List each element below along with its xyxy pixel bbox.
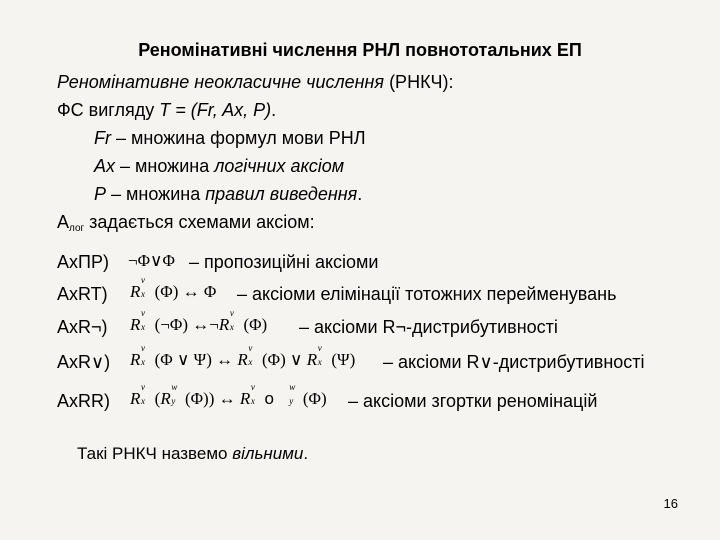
footer-italic: вільними bbox=[232, 444, 304, 463]
calculus-abbrev: (РНКЧ): bbox=[384, 72, 454, 92]
axiom-formula: R v x (¬Φ) ↔¬R v x (Φ) bbox=[130, 308, 268, 334]
page-number: 16 bbox=[663, 496, 678, 511]
footer-end: . bbox=[303, 444, 309, 463]
axiom-formula: R v x (R w y (Φ)) ↔ R v x o w y (Φ) bbox=[130, 382, 327, 408]
fr-text: – множина формул мови РНЛ bbox=[111, 128, 366, 148]
renomination-symbol: R v x bbox=[130, 343, 145, 369]
p-symbol: P bbox=[94, 184, 107, 204]
axiom-description: – пропозиційні аксіоми bbox=[189, 252, 379, 272]
axiom-label: AxR∨) bbox=[57, 352, 111, 372]
axiom-description: – аксіоми R¬-дистрибутивності bbox=[299, 317, 558, 337]
axiom-label: AxПР) bbox=[57, 252, 109, 272]
renomination-symbol: R v x bbox=[130, 308, 145, 334]
footer-text: Такі РНКЧ назвемо bbox=[77, 444, 233, 463]
ax-definition bbox=[94, 156, 344, 177]
ax-text: – множина bbox=[115, 156, 215, 176]
axiom-formula bbox=[128, 251, 175, 271]
renomination-symbol: R w y bbox=[160, 382, 178, 408]
p-end: . bbox=[357, 184, 363, 204]
axiom-formula: R v x (Φ ∨ Ψ) ↔ R v x (Φ) ∨ R v x (Ψ) bbox=[130, 343, 356, 369]
fr-definition bbox=[94, 128, 366, 149]
axiom-label: AxRT) bbox=[57, 284, 108, 304]
system-tuple: T = (Fr, Ax, P) bbox=[159, 100, 272, 120]
renomination-symbol: R v x bbox=[218, 308, 234, 334]
renomination-symbol: w y bbox=[289, 382, 296, 406]
slide-title: Реномінативні числення РНЛ повнототальних ЕП bbox=[138, 40, 582, 60]
axiom-formula: R v x (Φ) ↔ Φ bbox=[130, 275, 217, 301]
closing-remark bbox=[77, 444, 308, 464]
formula-pr: ¬Φ∨Φ bbox=[128, 251, 175, 270]
fr-symbol: Fr bbox=[94, 128, 111, 148]
alog-line bbox=[57, 212, 315, 234]
renomination-symbol: R v x bbox=[237, 343, 253, 369]
ax-italic-text: логічних аксіом bbox=[214, 156, 345, 176]
alog-letter: А bbox=[57, 212, 70, 232]
alog-text: задається схемами аксіом: bbox=[84, 212, 315, 232]
calculus-name: Реномінативне неокласичне числення bbox=[57, 72, 385, 92]
axiom-description: – аксіоми елімінації тотожних перейменувань bbox=[237, 284, 617, 304]
p-text: – множина bbox=[106, 184, 206, 204]
alog-subscript: лог bbox=[69, 223, 85, 234]
renomination-symbol: R v x bbox=[306, 343, 322, 369]
axiom-description: – аксіоми R∨-дистрибутивності bbox=[383, 352, 645, 372]
axiom-label: AxRR) bbox=[57, 391, 110, 411]
p-italic-text: правил виведення bbox=[205, 184, 358, 204]
renomination-symbol: R v x bbox=[130, 275, 145, 301]
p-definition bbox=[94, 184, 362, 205]
axiom-description: – аксіоми згортки реномінацій bbox=[348, 391, 598, 411]
renomination-symbol: R v x bbox=[239, 382, 255, 408]
fs-prefix: ФС вигляду bbox=[57, 100, 160, 120]
axiom-label: AxR¬) bbox=[57, 317, 108, 337]
intro-line-2 bbox=[57, 100, 276, 121]
renomination-symbol: R v x bbox=[130, 382, 145, 408]
ax-symbol: Ax bbox=[94, 156, 116, 176]
fs-end: . bbox=[271, 100, 277, 120]
intro-line-1 bbox=[57, 72, 454, 93]
